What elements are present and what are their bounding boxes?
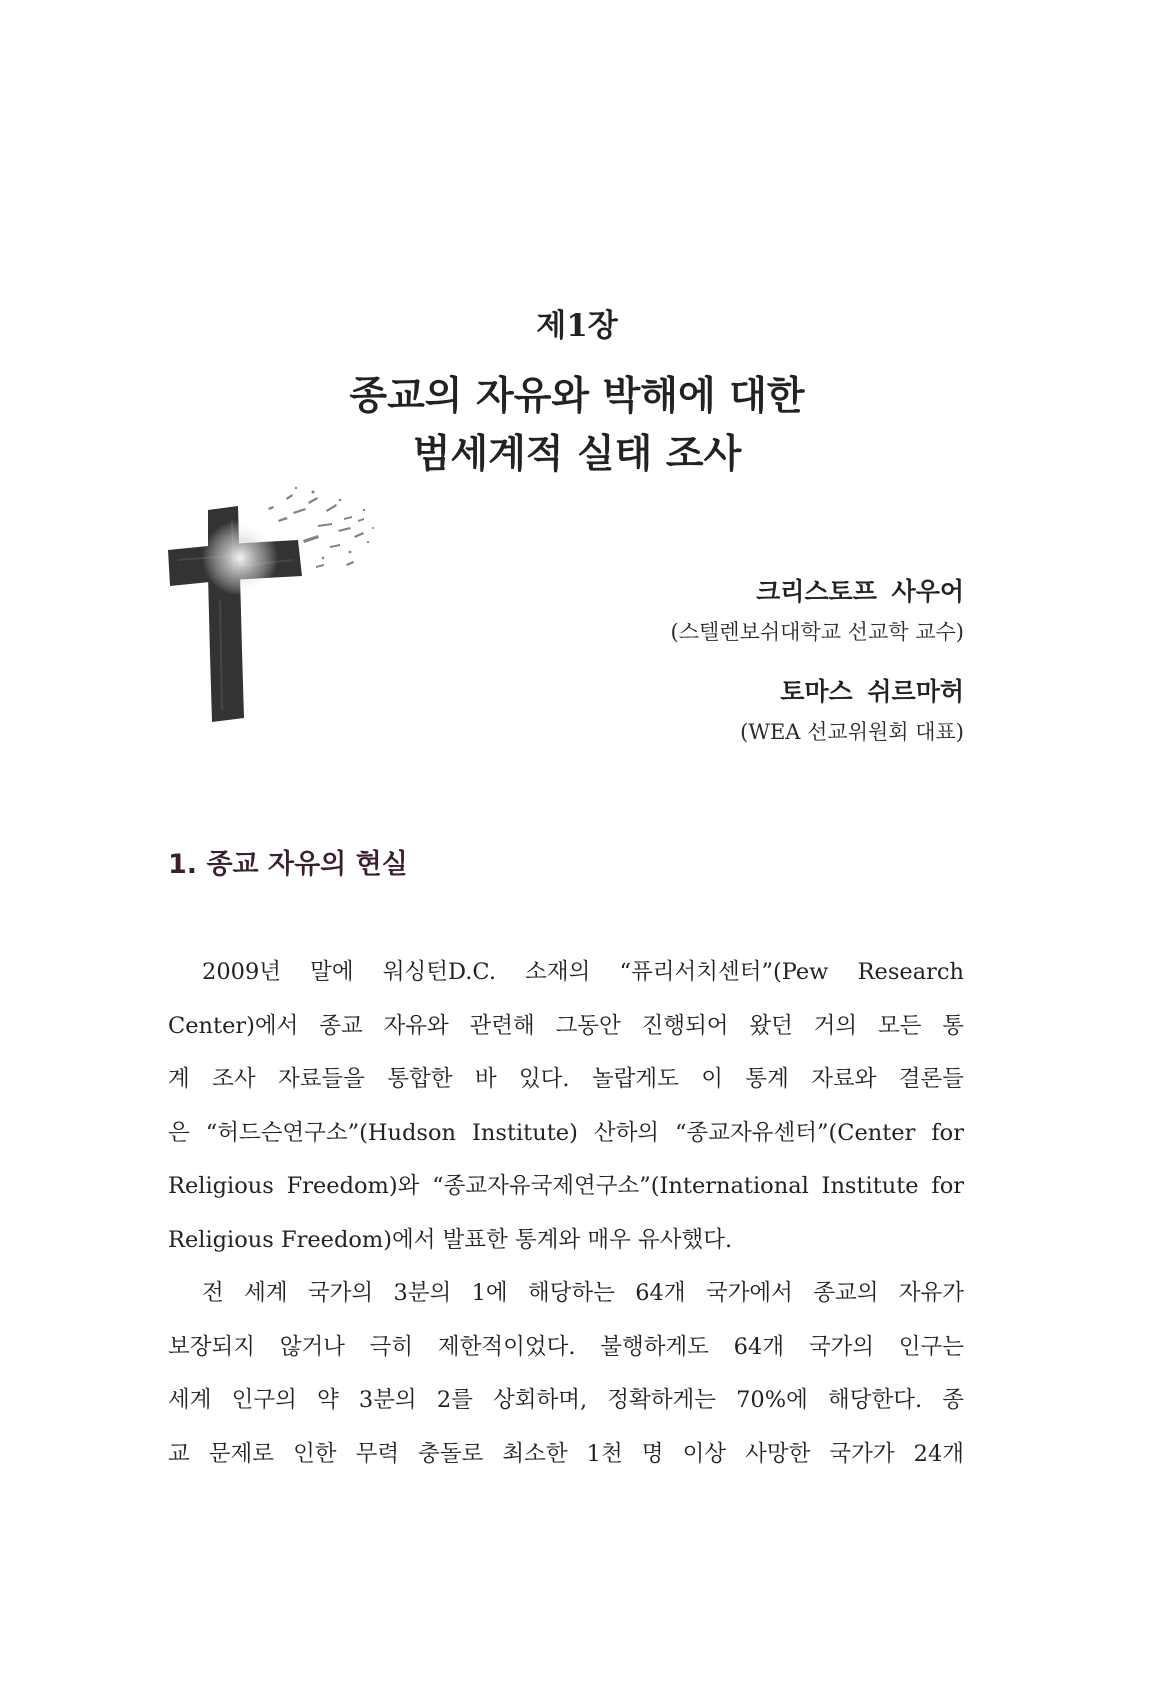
- body-text: [168, 946, 964, 1481]
- paragraph: [168, 946, 964, 1267]
- text-line: 보장되지 않거나 극히 제한적이었다. 불행하게도 64개 국가의 인구는: [168, 1333, 964, 1360]
- author-name: 크리스토프 사우어: [756, 577, 964, 606]
- text-line: 세계 인구의 약 3분의 2를 상회하며, 정확하게는 70%에 해당한다. 종: [168, 1387, 964, 1413]
- chapter-title-line-1: 종교의 자유와 박해에 대한: [349, 374, 805, 419]
- text-line: Religious Freedom)에서 발표한 통계와 매우 유사했다.: [168, 1226, 733, 1253]
- text-line: Center)에서 종교 자유와 관련해 그동안 진행되어 왔던 거의 모든 통: [168, 1012, 964, 1039]
- author-name: 토마스 쉬르마허: [780, 677, 964, 706]
- chapter-title-line-2: 범세계적 실태 조사: [412, 432, 742, 477]
- section-heading: 1. 종교 자유의 현실: [168, 849, 408, 880]
- author-block: [404, 572, 964, 772]
- text-line: 전 세계 국가의 3분의 1에 해당하는 64개 국가에서 종교의 자유가: [202, 1280, 964, 1306]
- author-affiliation: (스텔렌보쉬대학교 선교학 교수): [670, 620, 964, 644]
- chapter-label: 제1장: [536, 308, 618, 344]
- cross-icon: [168, 480, 408, 730]
- text-line: 2009년 말에 워싱턴D.C. 소재의 “퓨리서치센터”(Pew Research: [202, 959, 964, 985]
- text-line: Religious Freedom)와 “종교자유국제연구소”(International Institute for: [168, 1173, 964, 1199]
- paragraph: [168, 1267, 964, 1481]
- chapter-title: [0, 368, 1154, 484]
- text-line: 교 문제로 인한 무력 충돌로 최소한 1천 명 이상 사망한 국가가 24개: [168, 1440, 964, 1467]
- text-line: 계 조사 자료들을 통합한 바 있다. 놀랍게도 이 통계 자료와 결론들: [168, 1066, 964, 1092]
- author-affiliation: (WEA 선교위원회 대표): [740, 720, 964, 744]
- text-line: 은 “허드슨연구소”(Hudson Institute) 산하의 “종교자유센터”(Center for: [168, 1119, 964, 1146]
